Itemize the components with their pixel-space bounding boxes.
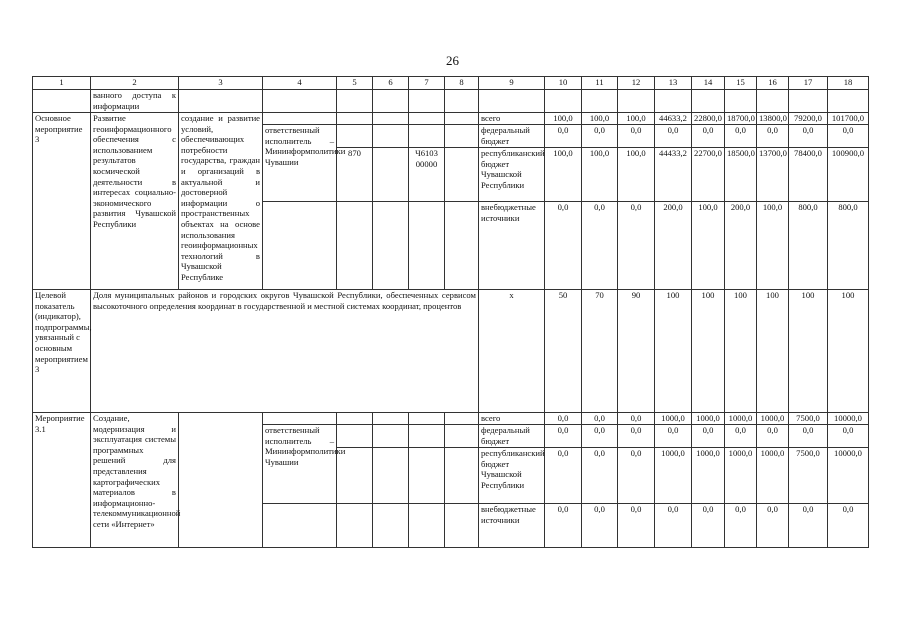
indicator-value: 90 [618, 290, 655, 413]
amount-cell: 1000,0 [725, 448, 757, 504]
amount-cell: 0,0 [692, 125, 725, 148]
amount-cell: 0,0 [692, 425, 725, 448]
header-cell: 14 [692, 77, 725, 90]
amount-cell: 7500,0 [789, 448, 828, 504]
header-cell: 13 [655, 77, 692, 90]
header-cell: 1 [33, 77, 91, 90]
amount-cell: 0,0 [618, 125, 655, 148]
amount-cell: 0,0 [582, 413, 618, 425]
amount-cell: 78400,0 [789, 148, 828, 202]
measure-name: Создание, модернизация и эксплуатация системы программных решений для представления картографических материалов в информационно-телекоммуникационной сети «Интернет» [91, 413, 179, 548]
indicator-value: 100 [828, 290, 869, 413]
amount-cell: 1000,0 [692, 413, 725, 425]
funding-source: внебюджетные источники [479, 202, 545, 290]
budget-table [32, 76, 869, 548]
amount-cell: 1000,0 [757, 448, 789, 504]
amount-cell: 0,0 [545, 425, 582, 448]
amount-cell: 100,0 [757, 202, 789, 290]
amount-cell: 10000,0 [828, 448, 869, 504]
amount-cell: 0,0 [725, 125, 757, 148]
amount-cell: 0,0 [757, 504, 789, 548]
amount-cell: 79200,0 [789, 113, 828, 125]
amount-cell: 0,0 [789, 425, 828, 448]
code-cell [373, 504, 409, 548]
responsible-cell [263, 113, 337, 125]
code-cell [373, 113, 409, 125]
code-cell [409, 425, 445, 448]
amount-cell: 0,0 [545, 504, 582, 548]
empty-cell [757, 90, 789, 113]
amount-cell: 100,0 [618, 113, 655, 125]
table-row [33, 113, 869, 125]
amount-cell: 18500,0 [725, 148, 757, 202]
continuation-text: ванного доступа к информации [91, 90, 179, 113]
header-cell: 16 [757, 77, 789, 90]
measure-name: Развитие геоинформационного обеспечения с использованием результатов космической деятельности в интересах социально-экономического развития Чувашской Республики [91, 113, 179, 290]
code-cell [337, 413, 373, 425]
header-cell: 11 [582, 77, 618, 90]
responsible-cell [263, 413, 337, 425]
header-row [33, 77, 869, 90]
header-cell: 4 [263, 77, 337, 90]
code-cell [445, 148, 479, 202]
code-grbs: 870 [337, 148, 373, 202]
amount-cell: 0,0 [692, 504, 725, 548]
empty-cell [479, 90, 545, 113]
amount-cell: 0,0 [725, 425, 757, 448]
amount-cell: 0,0 [789, 504, 828, 548]
indicator-title: Целевой показатель (индикатор), подпрограммы, увязанный с основным мероприятием 3 [33, 290, 91, 413]
amount-cell: 0,0 [582, 125, 618, 148]
code-cell [445, 448, 479, 504]
amount-cell: 0,0 [618, 202, 655, 290]
indicator-value: 50 [545, 290, 582, 413]
funding-source: внебюджетные источники [479, 504, 545, 548]
code-cell [445, 413, 479, 425]
amount-cell: 0,0 [655, 125, 692, 148]
code-cell [445, 425, 479, 448]
empty-cell [789, 90, 828, 113]
indicator-value: 100 [725, 290, 757, 413]
measure-goal: создание и развитие условий, обеспечивающих потребности государства, граждан и организаций в актуальной и достоверной информации о пространственных объектах на основе использования геоинформационных технологий в Чувашской Республике [179, 113, 263, 290]
indicator-value: 100 [789, 290, 828, 413]
code-cell [409, 413, 445, 425]
code-cell [409, 202, 445, 290]
amount-cell: 0,0 [618, 413, 655, 425]
header-cell: 7 [409, 77, 445, 90]
amount-cell: 0,0 [789, 125, 828, 148]
amount-cell: 800,0 [789, 202, 828, 290]
measure-goal [179, 413, 263, 548]
amount-cell: 1000,0 [757, 413, 789, 425]
empty-cell [618, 90, 655, 113]
amount-cell: 10000,0 [828, 413, 869, 425]
measure-title: Мероприятие 3.1 [33, 413, 91, 548]
code-cell [445, 504, 479, 548]
header-cell: 2 [91, 77, 179, 90]
empty-cell [33, 90, 91, 113]
code-cell [373, 413, 409, 425]
header-cell: 3 [179, 77, 263, 90]
header-cell: 10 [545, 77, 582, 90]
empty-cell [828, 90, 869, 113]
amount-cell: 0,0 [828, 504, 869, 548]
indicator-value: 100 [655, 290, 692, 413]
amount-cell: 200,0 [725, 202, 757, 290]
empty-cell [179, 90, 263, 113]
amount-cell: 22700,0 [692, 148, 725, 202]
amount-cell: 0,0 [828, 125, 869, 148]
amount-cell: 100,0 [545, 148, 582, 202]
code-cell [337, 504, 373, 548]
empty-cell [545, 90, 582, 113]
code-cell [373, 448, 409, 504]
amount-cell: 0,0 [545, 125, 582, 148]
responsible-executor: ответственный исполнитель – Мининформполитики Чувашии [263, 425, 337, 504]
code-csr: Ч6103 00000 [409, 148, 445, 202]
amount-cell: 100,0 [545, 113, 582, 125]
amount-cell: 0,0 [655, 504, 692, 548]
amount-cell: 200,0 [655, 202, 692, 290]
amount-cell: 0,0 [618, 504, 655, 548]
header-cell: 8 [445, 77, 479, 90]
amount-cell: 100,0 [618, 148, 655, 202]
responsible-executor: ответственный исполнитель – Мининформполитики Чувашии [263, 125, 337, 202]
code-cell [337, 202, 373, 290]
code-cell [337, 113, 373, 125]
empty-cell [582, 90, 618, 113]
amount-cell: 0,0 [545, 448, 582, 504]
amount-cell: 22800,0 [692, 113, 725, 125]
amount-cell: 44433,2 [655, 148, 692, 202]
code-cell [409, 125, 445, 148]
code-cell [373, 148, 409, 202]
amount-cell: 0,0 [757, 125, 789, 148]
code-cell [409, 504, 445, 548]
funding-source: всего [479, 113, 545, 125]
responsible-cell [263, 504, 337, 548]
amount-cell: 1000,0 [655, 413, 692, 425]
amount-cell: 1000,0 [692, 448, 725, 504]
indicator-value: 100 [692, 290, 725, 413]
empty-cell [263, 90, 337, 113]
amount-cell: 0,0 [725, 504, 757, 548]
amount-cell: 0,0 [545, 202, 582, 290]
header-cell: 12 [618, 77, 655, 90]
code-cell [373, 425, 409, 448]
indicator-value: 100 [757, 290, 789, 413]
code-cell [337, 425, 373, 448]
code-cell [445, 202, 479, 290]
empty-cell [445, 90, 479, 113]
header-cell: 5 [337, 77, 373, 90]
amount-cell: 100900,0 [828, 148, 869, 202]
empty-cell [409, 90, 445, 113]
amount-cell: 1000,0 [655, 448, 692, 504]
amount-cell: 101700,0 [828, 113, 869, 125]
code-csr [409, 448, 445, 504]
empty-cell [692, 90, 725, 113]
code-cell [445, 113, 479, 125]
header-cell: 18 [828, 77, 869, 90]
amount-cell: 0,0 [655, 425, 692, 448]
header-cell: 17 [789, 77, 828, 90]
amount-cell: 1000,0 [725, 413, 757, 425]
continuation-row [33, 90, 869, 113]
header-cell: 9 [479, 77, 545, 90]
empty-cell [655, 90, 692, 113]
funding-source: федеральный бюджет [479, 125, 545, 148]
header-cell: 6 [373, 77, 409, 90]
funding-source: федеральный бюджет [479, 425, 545, 448]
amount-cell: 800,0 [828, 202, 869, 290]
amount-cell: 0,0 [582, 448, 618, 504]
code-cell [445, 125, 479, 148]
code-cell [409, 113, 445, 125]
amount-cell: 7500,0 [789, 413, 828, 425]
amount-cell: 44633,2 [655, 113, 692, 125]
amount-cell: 13700,0 [757, 148, 789, 202]
funding-source: всего [479, 413, 545, 425]
amount-cell: 100,0 [582, 113, 618, 125]
measure-title: Основное мероприятие 3 [33, 113, 91, 290]
amount-cell: 0,0 [582, 504, 618, 548]
page-number: 26 [446, 53, 459, 68]
header-cell: 15 [725, 77, 757, 90]
indicator-row [33, 290, 869, 413]
empty-cell [337, 90, 373, 113]
table-row [33, 413, 869, 425]
amount-cell: 0,0 [545, 413, 582, 425]
amount-cell: 0,0 [618, 448, 655, 504]
empty-cell [725, 90, 757, 113]
amount-cell: 0,0 [582, 202, 618, 290]
amount-cell: 0,0 [618, 425, 655, 448]
code-cell [373, 202, 409, 290]
amount-cell: 100,0 [582, 148, 618, 202]
funding-source: республиканский бюджет Чувашской Республики [479, 448, 545, 504]
amount-cell: 0,0 [757, 425, 789, 448]
indicator-mark: х [479, 290, 545, 413]
amount-cell: 0,0 [582, 425, 618, 448]
amount-cell: 18700,0 [725, 113, 757, 125]
amount-cell: 100,0 [692, 202, 725, 290]
indicator-value: 70 [582, 290, 618, 413]
funding-source: республиканский бюджет Чувашской Республики [479, 148, 545, 202]
amount-cell: 13800,0 [757, 113, 789, 125]
code-cell [337, 125, 373, 148]
indicator-text: Доля муниципальных районов и городских округов Чувашской Республики, обеспеченных сервисом высокоточного определения координат в государственной и местной системах координат, процентов [91, 290, 479, 413]
responsible-cell [263, 202, 337, 290]
empty-cell [373, 90, 409, 113]
amount-cell: 0,0 [828, 425, 869, 448]
code-cell [373, 125, 409, 148]
